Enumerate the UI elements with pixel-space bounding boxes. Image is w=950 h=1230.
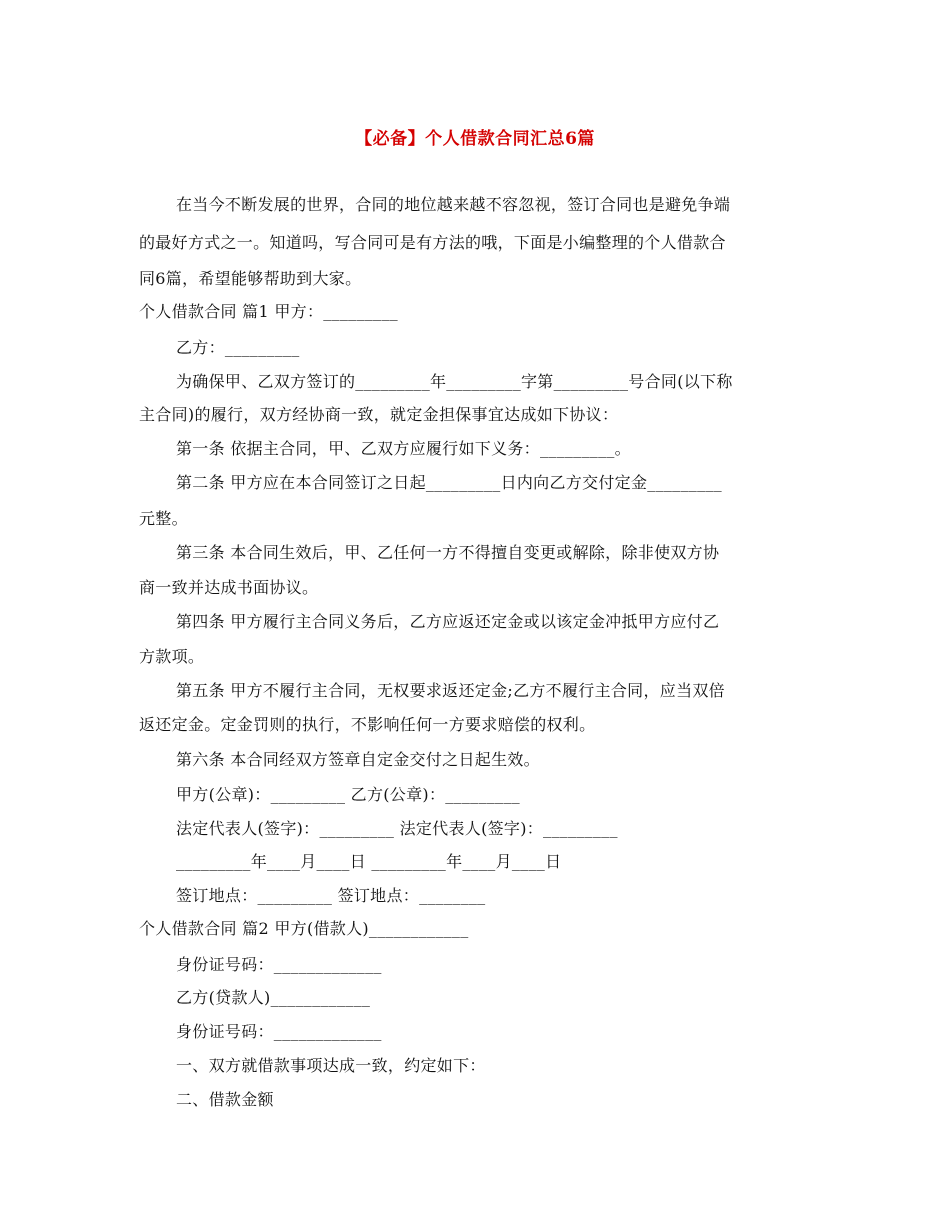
- paragraph-line: 身份证号码：_____________: [176, 955, 382, 974]
- section-heading-1: 个人借款合同 篇1 甲方：_________: [139, 302, 398, 321]
- paragraph-line: 商一致并达成书面协议。: [139, 578, 319, 597]
- article-line: 第三条 本合同生效后，甲、乙任何一方不得擅自变更或解除，除非使双方协: [176, 543, 720, 562]
- date-line: _________年____月____日 _________年____月____日: [176, 852, 562, 871]
- paragraph-line: 元整。: [139, 509, 188, 528]
- paragraph-line: 同6篇，希望能够帮助到大家。: [139, 269, 362, 288]
- paragraph-line: 的最好方式之一。知道吗，写合同可是有方法的哦，下面是小编整理的个人借款合: [139, 233, 726, 252]
- article-line: 第一条 依据主合同，甲、乙双方应履行如下义务：_________。: [176, 439, 631, 458]
- article-line: 第二条 甲方应在本合同签订之日起_________日内向乙方交付定金_________: [176, 473, 722, 492]
- paragraph-line: 一、双方就借款事项达成一致，约定如下：: [176, 1056, 486, 1075]
- article-line: 第四条 甲方履行主合同义务后，乙方应返还定金或以该定金冲抵甲方应付乙: [176, 612, 720, 631]
- paragraph-line: 身份证号码：_____________: [176, 1022, 382, 1041]
- paragraph-line: 乙方：_________: [176, 338, 300, 357]
- signature-line: 法定代表人(签字)：_________ 法定代表人(签字)：_________: [176, 819, 618, 838]
- section-heading-2: 个人借款合同 篇2 甲方(借款人)____________: [139, 919, 469, 938]
- paragraph-line: 乙方(贷款人)____________: [176, 988, 371, 1007]
- article-line: 第五条 甲方不履行主合同，无权要求返还定金;乙方不履行主合同，应当双倍: [176, 681, 725, 700]
- paragraph-line: 为确保甲、乙双方签订的_________年_________字第_________号合同(以下称: [176, 372, 733, 391]
- signature-line: 甲方(公章)：_________ 乙方(公章)：_________: [176, 785, 520, 804]
- location-line: 签订地点：_________ 签订地点：________: [176, 886, 486, 905]
- paragraph-line: 方款项。: [139, 647, 205, 666]
- article-line: 第六条 本合同经双方签章自定金交付之日起生效。: [176, 750, 540, 769]
- paragraph-line: 主合同)的履行，双方经协商一致，就定金担保事宜达成如下协议：: [139, 405, 619, 424]
- paragraph-line: 返还定金。定金罚则的执行，不影响任何一方要求赔偿的权利。: [139, 715, 596, 734]
- document-title: 【必备】个人借款合同汇总6篇: [355, 129, 595, 149]
- paragraph-line: 在当今不断发展的世界，合同的地位越来越不容忽视，签订合同也是避免争端: [176, 195, 731, 214]
- paragraph-line: 二、借款金额: [176, 1090, 274, 1109]
